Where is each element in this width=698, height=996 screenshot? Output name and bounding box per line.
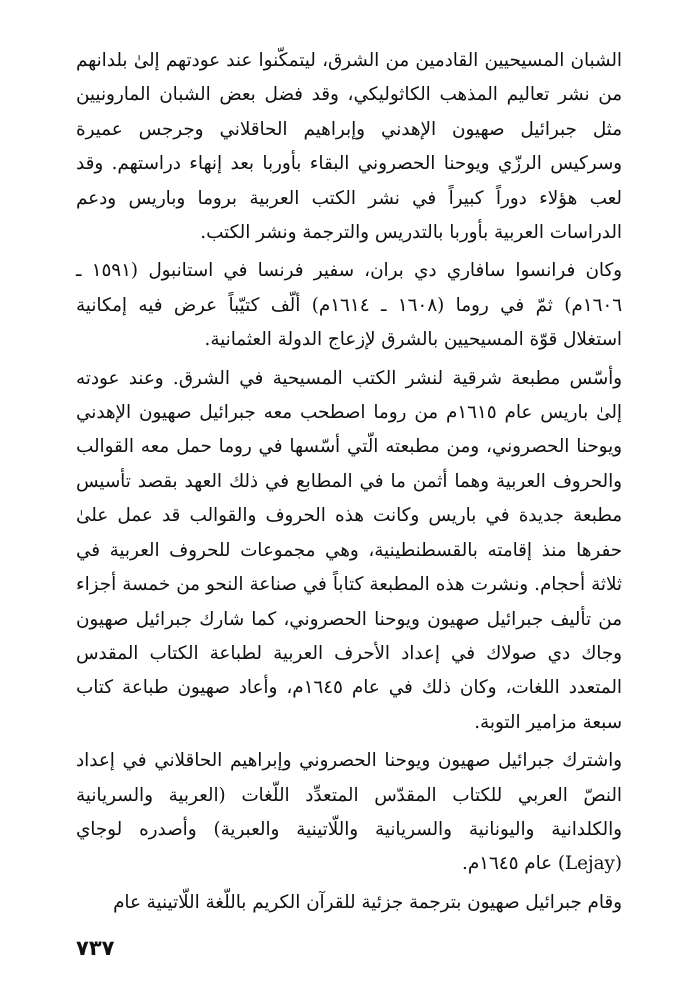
- paragraph-4: واشترك جبرائيل صهيون ويوحنا الحصروني وإبراهيم الحاقلاني في إعداد النصّ العربي للكتاب المقدّس المتعدِّد اللّغات (العربية والسريانية والكلدانية واليونانية والسريانية واللّاتينية والعبرية) وأصدره لوجاي (Lejay) عام ١٦٤٥م.: [76, 750, 622, 875]
- paragraph-5: وقام جبرائيل صهيون بترجمة جزئية للقرآن الكريم باللّغة اللّاتينية عام: [113, 891, 622, 913]
- paragraph-3: وأسّس مطبعة شرقية لنشر الكتب المسيحية في الشرق. وعند عودته إلىٰ باريس عام ١٦١٥م من روما اصطحب معه جبرائيل صهيون الإهدني ويوحنا الحصروني، ومن مطبعته الّتي أسّسها في روما حمل معه القوالب والحروف العربية وهما أثمن ما في المطابع في ذلك العهد بقصد تأسيس مطبعة جديدة في باريس وكانت هذه الحروف والقوالب قد عمل علىٰ حفرها منذ إقامته بالقسطنطينية، وهي مجموعات للحروف العربية في ثلاثة أحجام. ونشرت هذه المطبعة كتاباً في صناعة النحو من خمسة أجزاء من تأليف جبرائيل صهيون ويوحنا الحصروني، كما شارك جبرائيل صهيون وجاك دي صولاك في إعداد الأحرف العربية لطباعة الكتاب المقدس المتعدد اللغات، وكان ذلك في عام ١٦٤٥م، وأعاد صهيون طباعة كتاب سبعة مزامير التوبة.: [76, 367, 622, 733]
- paragraph-1: الشبان المسيحيين القادمين من الشرق، ليتمكّنوا عند عودتهم إلىٰ بلدانهم من نشر تعاليم المذهب الكاثوليكي، وقد فضل بعض الشبان المارونيين مثل جبرائيل صهيون الإهدني وإبراهيم الحاقلاني وجرجس عميرة وسركيس الرزّي ويوحنا الحصروني البقاء بأوربا بعد إنهاء دراستهم. وقد لعب هؤلاء دوراً كبيراً في نشر الكتب العربية بروما وباريس ودعم الدراسات العربية بأوربا بالتدريس والترجمة ونشر الكتب.: [76, 50, 622, 244]
- paragraph-2: وكان فرانسوا سافاري دي بران، سفير فرنسا في استانبول (١٥٩١ ـ ١٦٠٦م) ثمّ في روما (١٦٠٨ ـ ١٦١٤م) ألّف كتيّباً عرض فيه إمكانية استغلال قوّة المسيحيين بالشرق لإزعاج الدولة العثمانية.: [76, 260, 623, 351]
- page-number: ٧٣٧: [76, 936, 115, 960]
- page-body: [76, 44, 622, 920]
